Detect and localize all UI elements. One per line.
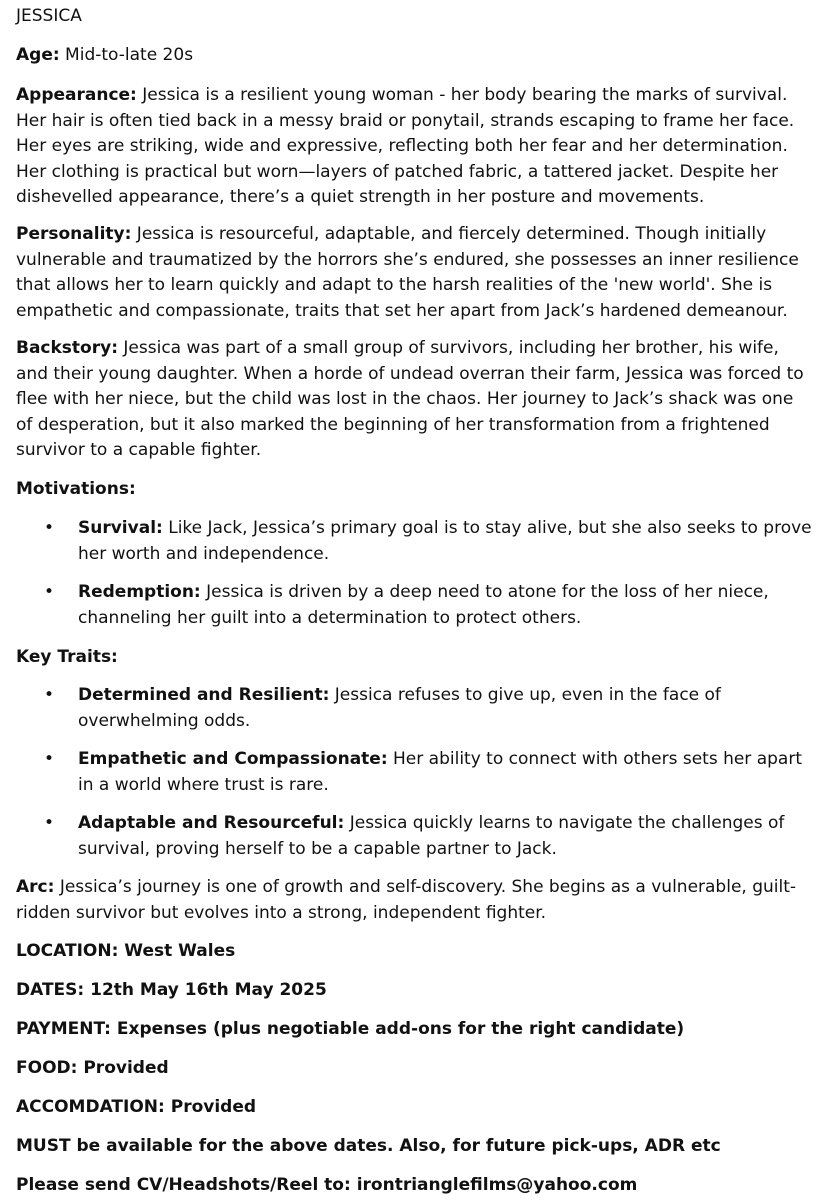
bullet-icon: • xyxy=(44,685,55,705)
key-traits-heading: Key Traits: xyxy=(16,647,118,667)
backstory-paragraph xyxy=(16,336,814,464)
trait-label: Adaptable and Resourceful: xyxy=(78,813,345,833)
contact-line: Please send CV/Headshots/Reel to: irontrianglefilms@yahoo.com xyxy=(16,1175,638,1195)
accommodation-line: ACCOMDATION: Provided xyxy=(16,1097,257,1117)
trait-label: Empathetic and Compassionate: xyxy=(78,749,388,769)
bullet-icon: • xyxy=(44,813,55,833)
backstory-label: Backstory: xyxy=(16,338,118,358)
personality-label: Personality: xyxy=(16,224,132,244)
trait-adaptable xyxy=(78,811,813,862)
arc-label: Arc: xyxy=(16,877,55,897)
dates-line: DATES: 12th May 16th May 2025 xyxy=(16,980,327,1000)
food-line: FOOD: Provided xyxy=(16,1058,169,1078)
bullet-icon: • xyxy=(44,582,55,602)
arc-paragraph xyxy=(16,875,814,926)
motivations-heading: Motivations: xyxy=(16,479,136,499)
appearance-label: Appearance: xyxy=(16,85,137,105)
appearance-text: Jessica is a resilient young woman - her body bearing the marks of survival. Her hair is often tied back in a messy braid or ponytail, strands escaping to frame her face. Her eyes are striking, wide and expressive, reflecting both her fear and her determination. Her clothing is practical but worn—layers of patched fabric, a tattered jacket. Despite her dishevelled appearance, there’s a quiet strength in her posture and movements. xyxy=(16,85,795,207)
bullet-icon: • xyxy=(44,749,55,769)
trait-text: Jessica quickly learns to navigate the challenges of survival, proving herself to be a capable partner to Jack. xyxy=(78,813,785,859)
motivation-text: Like Jack, Jessica’s primary goal is to stay alive, but she also seeks to prove her worth and independence. xyxy=(78,518,812,564)
availability-line: MUST be available for the above dates. Also, for future pick-ups, ADR etc xyxy=(16,1136,721,1156)
motivation-text: Jessica is driven by a deep need to atone for the loss of her niece, channeling her guilt into a determination to protect others. xyxy=(78,582,769,628)
appearance-paragraph xyxy=(16,83,814,211)
age-value: Mid-to-late 20s xyxy=(59,45,194,65)
motivation-label: Survival: xyxy=(78,518,163,538)
motivation-label: Redemption: xyxy=(78,582,201,602)
motivation-redemption xyxy=(78,580,813,631)
personality-paragraph xyxy=(16,222,814,324)
bullet-icon: • xyxy=(44,518,55,538)
trait-empathetic xyxy=(78,747,813,798)
location-line: LOCATION: West Wales xyxy=(16,941,236,961)
character-name-heading: JESSICA xyxy=(16,6,82,26)
trait-label: Determined and Resilient: xyxy=(78,685,330,705)
backstory-text: Jessica was part of a small group of survivors, including her brother, his wife, and their young daughter. When a horde of undead overran their farm, Jessica was forced to flee with her niece, but the child was lost in the chaos. Her journey to Jack’s shack was one of desperation, but it also marked the beginning of her transformation from a frightened survivor to a capable fighter. xyxy=(16,338,804,460)
arc-text: Jessica’s journey is one of growth and self-discovery. She begins as a vulnerable, guilt-ridden survivor but evolves into a strong, independent fighter. xyxy=(16,877,797,923)
age-paragraph xyxy=(16,43,814,69)
trait-determined xyxy=(78,683,813,734)
personality-text: Jessica is resourceful, adaptable, and fiercely determined. Though initially vulnerable and traumatized by the horrors she’s endured, she possesses an inner resilience that allows her to learn quickly and adapt to the harsh realities of the 'new world'. She is empathetic and compassionate, traits that set her apart from Jack’s hardened demeanour. xyxy=(16,224,799,321)
trait-text: Her ability to connect with others sets her apart in a world where trust is rare. xyxy=(78,749,802,795)
payment-line: PAYMENT: Expenses (plus negotiable add-ons for the right candidate) xyxy=(16,1019,685,1039)
trait-text: Jessica refuses to give up, even in the face of overwhelming odds. xyxy=(78,685,721,731)
age-label: Age: xyxy=(16,45,60,65)
motivation-survival xyxy=(78,516,813,567)
